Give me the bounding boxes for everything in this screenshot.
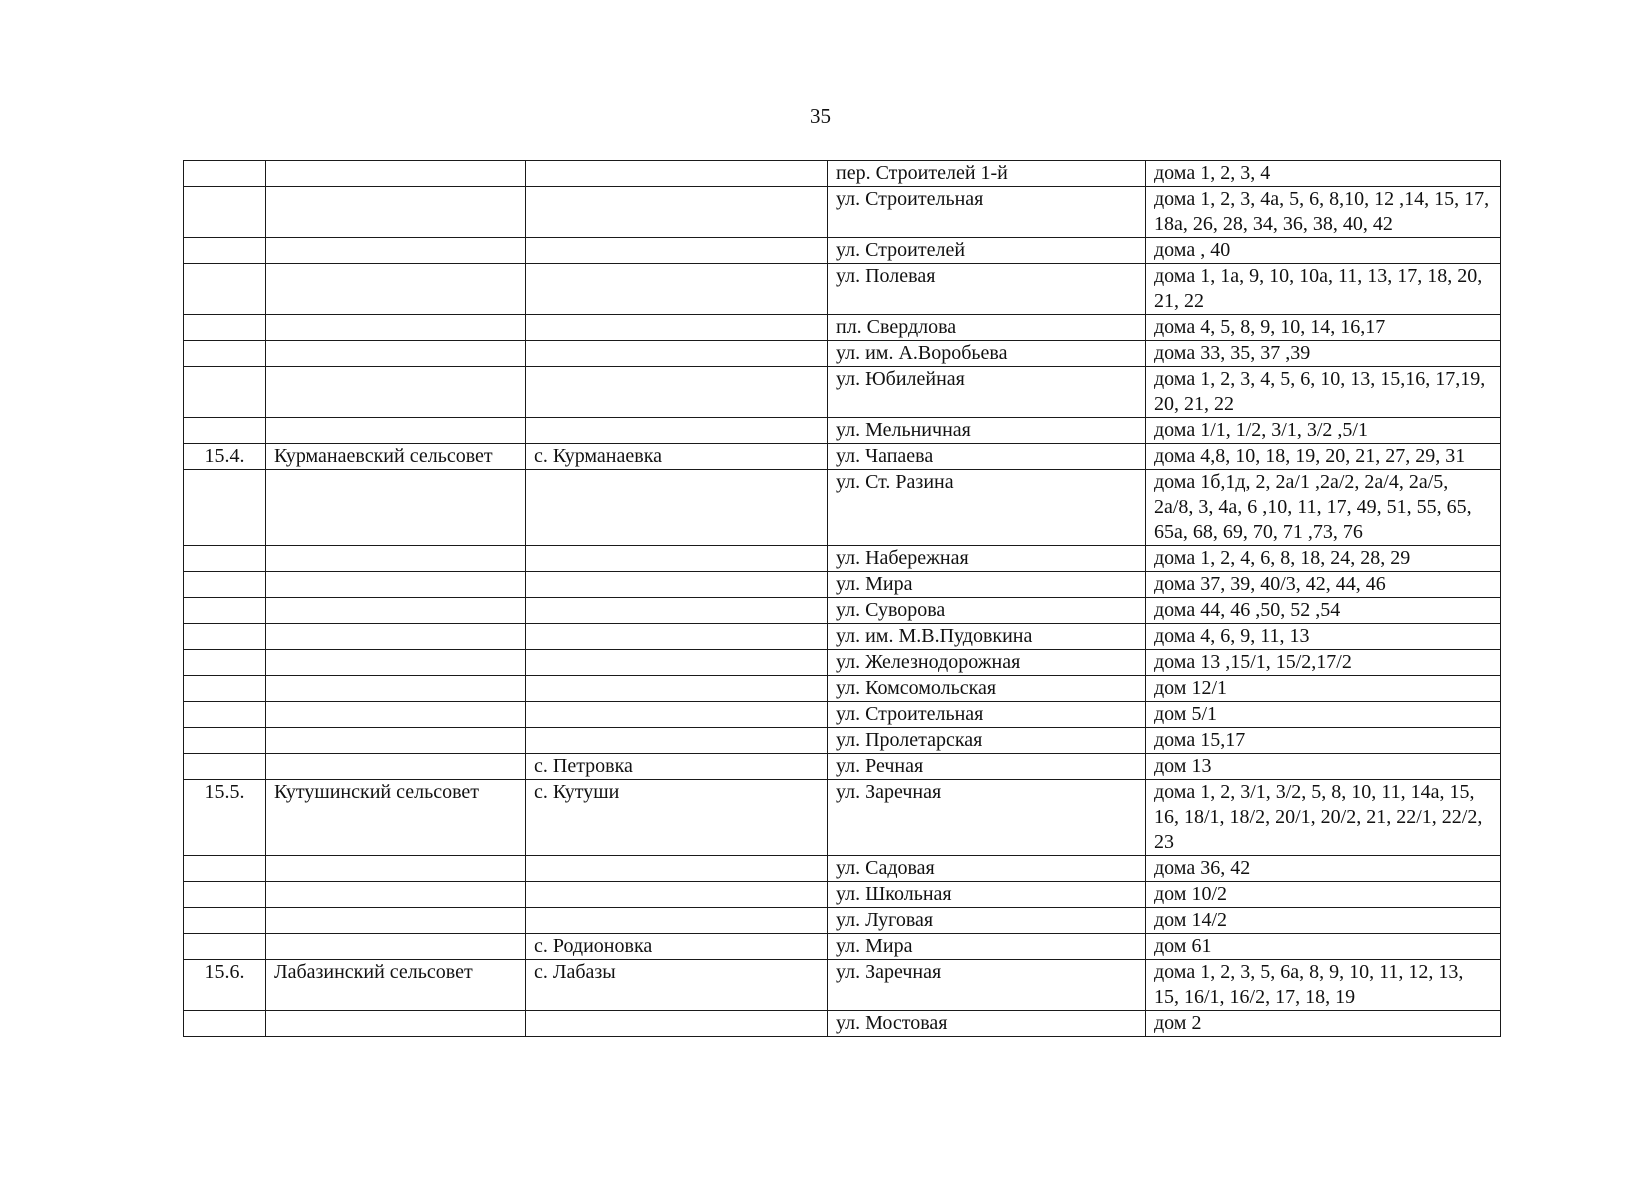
settlement-cell: с. Петровка — [526, 754, 828, 780]
council-cell — [266, 367, 526, 418]
street-cell: ул. Мира — [828, 934, 1146, 960]
council-cell — [266, 238, 526, 264]
council-cell — [266, 882, 526, 908]
table-row — [184, 187, 1501, 238]
table-row — [184, 161, 1501, 187]
houses-cell: дома 37, 39, 40/3, 42, 44, 46 — [1146, 572, 1501, 598]
row-number-cell — [184, 470, 266, 546]
settlement-cell — [526, 238, 828, 264]
council-cell: Курманаевский сельсовет — [266, 444, 526, 470]
settlement-cell: с. Лабазы — [526, 960, 828, 1011]
row-number-cell — [184, 676, 266, 702]
council-cell — [266, 934, 526, 960]
settlement-cell — [526, 546, 828, 572]
houses-cell: дома 36, 42 — [1146, 856, 1501, 882]
street-cell: ул. Железнодорожная — [828, 650, 1146, 676]
table-row — [184, 470, 1501, 546]
council-cell — [266, 187, 526, 238]
street-cell: ул. им. М.В.Пудовкина — [828, 624, 1146, 650]
settlement-cell — [526, 624, 828, 650]
street-cell: пер. Строителей 1-й — [828, 161, 1146, 187]
street-cell: ул. Школьная — [828, 882, 1146, 908]
table-row — [184, 546, 1501, 572]
settlement-cell — [526, 572, 828, 598]
table-row — [184, 650, 1501, 676]
settlement-cell — [526, 728, 828, 754]
council-cell: Кутушинский сельсовет — [266, 780, 526, 856]
row-number-cell — [184, 908, 266, 934]
settlement-cell — [526, 908, 828, 934]
council-cell — [266, 702, 526, 728]
houses-cell: дома 15,17 — [1146, 728, 1501, 754]
houses-cell: дома 4,8, 10, 18, 19, 20, 21, 27, 29, 31 — [1146, 444, 1501, 470]
row-number-cell — [184, 882, 266, 908]
table-row — [184, 367, 1501, 418]
row-number-cell — [184, 856, 266, 882]
settlement-cell — [526, 264, 828, 315]
street-cell: пл. Свердлова — [828, 315, 1146, 341]
row-number-cell — [184, 238, 266, 264]
street-cell: ул. Пролетарская — [828, 728, 1146, 754]
row-number-cell — [184, 650, 266, 676]
council-cell — [266, 572, 526, 598]
settlement-cell — [526, 315, 828, 341]
council-cell — [266, 418, 526, 444]
row-number-cell — [184, 187, 266, 238]
table-row — [184, 418, 1501, 444]
houses-cell: дома 33, 35, 37 ,39 — [1146, 341, 1501, 367]
row-number-cell — [184, 728, 266, 754]
table-row — [184, 1011, 1501, 1037]
council-cell — [266, 908, 526, 934]
settlement-cell — [526, 367, 828, 418]
houses-cell: дома 13 ,15/1, 15/2,17/2 — [1146, 650, 1501, 676]
row-number-cell — [184, 934, 266, 960]
row-number-cell: 15.5. — [184, 780, 266, 856]
row-number-cell — [184, 624, 266, 650]
table-row — [184, 238, 1501, 264]
street-cell: ул. Юбилейная — [828, 367, 1146, 418]
street-cell: ул. Луговая — [828, 908, 1146, 934]
row-number-cell — [184, 341, 266, 367]
table-row — [184, 728, 1501, 754]
settlement-cell — [526, 676, 828, 702]
council-cell — [266, 315, 526, 341]
houses-cell: дома , 40 — [1146, 238, 1501, 264]
street-cell: ул. Речная — [828, 754, 1146, 780]
row-number-cell: 15.4. — [184, 444, 266, 470]
street-cell: ул. им. А.Воробьева — [828, 341, 1146, 367]
houses-cell: дома 1, 2, 3/1, 3/2, 5, 8, 10, 11, 14а, 15, 16, 18/1, 18/2, 20/1, 20/2, 21, 22/1, 22/2, 23 — [1146, 780, 1501, 856]
row-number-cell — [184, 598, 266, 624]
row-number-cell — [184, 315, 266, 341]
houses-cell: дома 1, 2, 3, 4 — [1146, 161, 1501, 187]
street-cell: ул. Чапаева — [828, 444, 1146, 470]
table-row — [184, 780, 1501, 856]
settlement-cell: с. Родионовка — [526, 934, 828, 960]
houses-cell: дом 2 — [1146, 1011, 1501, 1037]
row-number-cell — [184, 546, 266, 572]
houses-cell: дома 44, 46 ,50, 52 ,54 — [1146, 598, 1501, 624]
settlement-cell — [526, 702, 828, 728]
council-cell — [266, 264, 526, 315]
houses-cell: дом 13 — [1146, 754, 1501, 780]
houses-cell: дома 4, 5, 8, 9, 10, 14, 16,17 — [1146, 315, 1501, 341]
council-cell — [266, 856, 526, 882]
settlement-cell — [526, 341, 828, 367]
council-cell — [266, 676, 526, 702]
street-cell: ул. Мостовая — [828, 1011, 1146, 1037]
settlement-cell — [526, 418, 828, 444]
settlement-cell — [526, 650, 828, 676]
settlement-cell: с. Кутуши — [526, 780, 828, 856]
street-cell: ул. Заречная — [828, 780, 1146, 856]
council-cell — [266, 754, 526, 780]
houses-cell: дом 14/2 — [1146, 908, 1501, 934]
settlement-cell — [526, 470, 828, 546]
table-row — [184, 934, 1501, 960]
houses-cell: дом 12/1 — [1146, 676, 1501, 702]
table-row — [184, 856, 1501, 882]
houses-cell: дома 1, 2, 4, 6, 8, 18, 24, 28, 29 — [1146, 546, 1501, 572]
row-number-cell — [184, 572, 266, 598]
houses-cell: дома 1, 1а, 9, 10, 10а, 11, 13, 17, 18, 20, 21, 22 — [1146, 264, 1501, 315]
settlement-cell — [526, 598, 828, 624]
street-cell: ул. Ст. Разина — [828, 470, 1146, 546]
council-cell — [266, 161, 526, 187]
row-number-cell — [184, 161, 266, 187]
street-cell: ул. Мира — [828, 572, 1146, 598]
table-row — [184, 598, 1501, 624]
settlement-cell — [526, 882, 828, 908]
council-cell: Лабазинский сельсовет — [266, 960, 526, 1011]
council-cell — [266, 470, 526, 546]
table-row — [184, 882, 1501, 908]
houses-cell: дом 10/2 — [1146, 882, 1501, 908]
council-cell — [266, 728, 526, 754]
houses-cell: дом 5/1 — [1146, 702, 1501, 728]
table-row — [184, 341, 1501, 367]
row-number-cell — [184, 702, 266, 728]
table-row — [184, 624, 1501, 650]
address-table-body — [184, 161, 1501, 1037]
table-row — [184, 908, 1501, 934]
houses-cell: дома 1/1, 1/2, 3/1, 3/2 ,5/1 — [1146, 418, 1501, 444]
row-number-cell: 15.6. — [184, 960, 266, 1011]
council-cell — [266, 341, 526, 367]
street-cell: ул. Комсомольская — [828, 676, 1146, 702]
council-cell — [266, 1011, 526, 1037]
table-row — [184, 702, 1501, 728]
row-number-cell — [184, 418, 266, 444]
houses-cell: дома 1, 2, 3, 5, 6а, 8, 9, 10, 11, 12, 13, 15, 16/1, 16/2, 17, 18, 19 — [1146, 960, 1501, 1011]
row-number-cell — [184, 264, 266, 315]
street-cell: ул. Полевая — [828, 264, 1146, 315]
table-row — [184, 444, 1501, 470]
street-cell: ул. Мельничная — [828, 418, 1146, 444]
table-row — [184, 315, 1501, 341]
street-cell: ул. Заречная — [828, 960, 1146, 1011]
houses-cell: дома 1, 2, 3, 4а, 5, 6, 8,10, 12 ,14, 15, 17, 18а, 26, 28, 34, 36, 38, 40, 42 — [1146, 187, 1501, 238]
street-cell: ул. Строительная — [828, 187, 1146, 238]
houses-cell: дом 61 — [1146, 934, 1501, 960]
row-number-cell — [184, 1011, 266, 1037]
council-cell — [266, 598, 526, 624]
row-number-cell — [184, 367, 266, 418]
street-cell: ул. Строителей — [828, 238, 1146, 264]
street-cell: ул. Садовая — [828, 856, 1146, 882]
houses-cell: дома 1б,1д, 2, 2а/1 ,2а/2, 2а/4, 2а/5, 2а/8, 3, 4а, 6 ,10, 11, 17, 49, 51, 55, 65, 65а, 68, 69, 70, 71 ,73, 76 — [1146, 470, 1501, 546]
table-row — [184, 960, 1501, 1011]
address-table — [183, 160, 1501, 1037]
houses-cell: дома 1, 2, 3, 4, 5, 6, 10, 13, 15,16, 17,19, 20, 21, 22 — [1146, 367, 1501, 418]
council-cell — [266, 546, 526, 572]
council-cell — [266, 650, 526, 676]
table-row — [184, 754, 1501, 780]
table-row — [184, 676, 1501, 702]
street-cell: ул. Строительная — [828, 702, 1146, 728]
street-cell: ул. Набережная — [828, 546, 1146, 572]
settlement-cell: с. Курманаевка — [526, 444, 828, 470]
settlement-cell — [526, 1011, 828, 1037]
street-cell: ул. Суворова — [828, 598, 1146, 624]
table-row — [184, 264, 1501, 315]
settlement-cell — [526, 161, 828, 187]
page-number: 35 — [810, 104, 831, 128]
table-row — [184, 572, 1501, 598]
settlement-cell — [526, 187, 828, 238]
row-number-cell — [184, 754, 266, 780]
settlement-cell — [526, 856, 828, 882]
houses-cell: дома 4, 6, 9, 11, 13 — [1146, 624, 1501, 650]
council-cell — [266, 624, 526, 650]
